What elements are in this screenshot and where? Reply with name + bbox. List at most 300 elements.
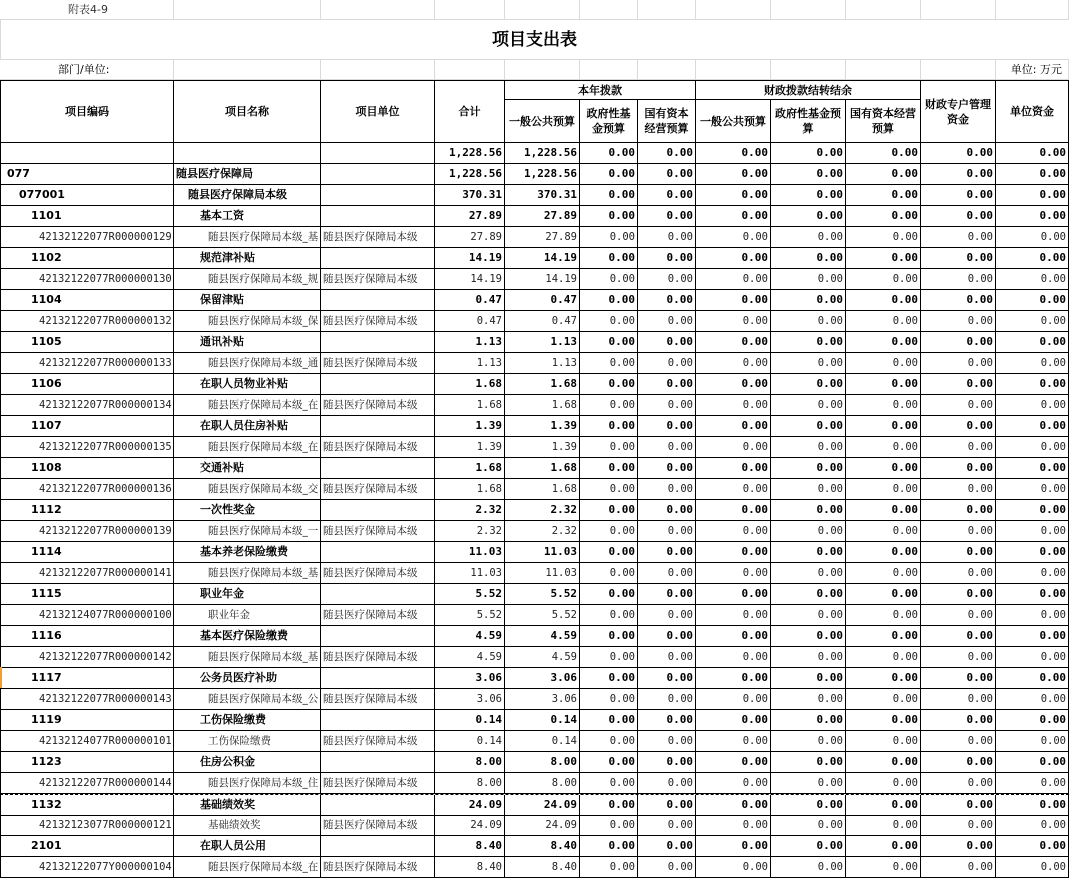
cell-gov-fund[interactable]: 0.00 xyxy=(580,521,638,542)
cell-general-budget[interactable]: 8.00 xyxy=(505,773,580,794)
cell-general-budget-carryover[interactable]: 0.00 xyxy=(696,500,771,521)
cell-gov-fund-carryover[interactable]: 0.00 xyxy=(771,647,846,668)
cell-unit-funds[interactable]: 0.00 xyxy=(996,605,1069,626)
cell-total[interactable]: 8.40 xyxy=(435,836,505,857)
cell-unit-funds[interactable]: 0.00 xyxy=(996,332,1069,353)
cell-special-account[interactable]: 0.00 xyxy=(921,164,996,185)
cell-general-budget[interactable]: 1.13 xyxy=(505,332,580,353)
cell-gov-fund[interactable]: 0.00 xyxy=(580,668,638,689)
cell-special-account[interactable]: 0.00 xyxy=(921,206,996,227)
cell-general-budget-carryover[interactable]: 0.00 xyxy=(696,563,771,584)
cell-state-capital-carryover[interactable]: 0.00 xyxy=(846,626,921,647)
cell-code[interactable]: 1112 xyxy=(0,500,174,521)
cell-name[interactable]: 随县医疗保障局 xyxy=(174,164,321,185)
cell-general-budget[interactable]: 1,228.56 xyxy=(505,164,580,185)
cell-general-budget[interactable]: 370.31 xyxy=(505,185,580,206)
empty-cell[interactable] xyxy=(696,60,771,80)
cell-general-budget[interactable]: 1,228.56 xyxy=(505,143,580,164)
cell-unit-funds[interactable]: 0.00 xyxy=(996,647,1069,668)
cell-state-capital-carryover[interactable]: 0.00 xyxy=(846,584,921,605)
cell-state-capital-carryover[interactable]: 0.00 xyxy=(846,521,921,542)
header-total[interactable]: 合计 xyxy=(435,80,505,143)
cell-general-budget-carryover[interactable]: 0.00 xyxy=(696,395,771,416)
cell-state-capital[interactable]: 0.00 xyxy=(638,458,696,479)
cell-unit[interactable]: 随县医疗保障局本级 xyxy=(321,479,435,500)
cell-general-budget-carryover[interactable]: 0.00 xyxy=(696,773,771,794)
cell-special-account[interactable]: 0.00 xyxy=(921,416,996,437)
cell-general-budget[interactable]: 1.13 xyxy=(505,353,580,374)
cell-state-capital[interactable]: 0.00 xyxy=(638,311,696,332)
cell-code[interactable]: 1104 xyxy=(0,290,174,311)
cell-general-budget[interactable]: 1.68 xyxy=(505,374,580,395)
cell-unit[interactable]: 随县医疗保障局本级 xyxy=(321,563,435,584)
cell-state-capital-carryover[interactable]: 0.00 xyxy=(846,795,921,816)
header-name[interactable]: 项目名称 xyxy=(174,80,321,143)
cell-gov-fund[interactable]: 0.00 xyxy=(580,731,638,752)
cell-gov-fund-carryover[interactable]: 0.00 xyxy=(771,710,846,731)
cell-state-capital[interactable]: 0.00 xyxy=(638,353,696,374)
cell-gov-fund-carryover[interactable]: 0.00 xyxy=(771,773,846,794)
cell-name[interactable]: 随县医疗保障局本级_规 xyxy=(174,269,321,290)
cell-state-capital[interactable]: 0.00 xyxy=(638,710,696,731)
cell-total[interactable]: 2.32 xyxy=(435,521,505,542)
cell-unit[interactable] xyxy=(321,500,435,521)
cell-state-capital[interactable]: 0.00 xyxy=(638,795,696,816)
cell-general-budget[interactable]: 11.03 xyxy=(505,542,580,563)
header-unit-funds[interactable]: 单位资金 xyxy=(996,80,1069,143)
cell-gov-fund-carryover[interactable]: 0.00 xyxy=(771,227,846,248)
cell-unit[interactable] xyxy=(321,374,435,395)
empty-cell[interactable] xyxy=(435,60,505,80)
cell-general-budget-carryover[interactable]: 0.00 xyxy=(696,311,771,332)
cell-state-capital-carryover[interactable]: 0.00 xyxy=(846,689,921,710)
cell-general-budget[interactable]: 2.32 xyxy=(505,500,580,521)
cell-gov-fund[interactable]: 0.00 xyxy=(580,395,638,416)
cell-total[interactable]: 1.68 xyxy=(435,458,505,479)
cell-state-capital-carryover[interactable]: 0.00 xyxy=(846,542,921,563)
cell-state-capital[interactable]: 0.00 xyxy=(638,752,696,773)
cell-special-account[interactable]: 0.00 xyxy=(921,311,996,332)
cell-general-budget-carryover[interactable]: 0.00 xyxy=(696,521,771,542)
cell-unit[interactable]: 随县医疗保障局本级 xyxy=(321,773,435,794)
cell-general-budget-carryover[interactable]: 0.00 xyxy=(696,437,771,458)
cell-state-capital[interactable]: 0.00 xyxy=(638,437,696,458)
cell-total[interactable]: 1.68 xyxy=(435,479,505,500)
cell-special-account[interactable]: 0.00 xyxy=(921,815,996,836)
cell-gov-fund-carryover[interactable]: 0.00 xyxy=(771,143,846,164)
cell-special-account[interactable]: 0.00 xyxy=(921,458,996,479)
cell-unit-funds[interactable]: 0.00 xyxy=(996,773,1069,794)
cell-special-account[interactable]: 0.00 xyxy=(921,353,996,374)
cell-total[interactable]: 14.19 xyxy=(435,248,505,269)
cell-gov-fund[interactable]: 0.00 xyxy=(580,647,638,668)
header-code[interactable]: 项目编码 xyxy=(0,80,174,143)
cell-state-capital[interactable]: 0.00 xyxy=(638,857,696,878)
cell-code[interactable]: 42132122077R000000134 xyxy=(0,395,174,416)
cell-code[interactable]: 42132122077R000000135 xyxy=(0,437,174,458)
empty-cell[interactable] xyxy=(921,60,996,80)
cell-gov-fund[interactable]: 0.00 xyxy=(580,248,638,269)
cell-gov-fund[interactable]: 0.00 xyxy=(580,311,638,332)
empty-cell[interactable] xyxy=(321,60,435,80)
cell-special-account[interactable]: 0.00 xyxy=(921,563,996,584)
cell-unit[interactable] xyxy=(321,290,435,311)
cell-gov-fund[interactable]: 0.00 xyxy=(580,836,638,857)
cell-unit-funds[interactable]: 0.00 xyxy=(996,710,1069,731)
cell-state-capital-carryover[interactable]: 0.00 xyxy=(846,332,921,353)
cell-general-budget[interactable]: 1.68 xyxy=(505,458,580,479)
cell-general-budget-carryover[interactable]: 0.00 xyxy=(696,542,771,563)
cell-general-budget[interactable]: 24.09 xyxy=(505,815,580,836)
cell-state-capital-carryover[interactable]: 0.00 xyxy=(846,458,921,479)
cell-gov-fund[interactable]: 0.00 xyxy=(580,479,638,500)
cell-special-account[interactable]: 0.00 xyxy=(921,731,996,752)
cell-state-capital[interactable]: 0.00 xyxy=(638,206,696,227)
cell-general-budget-carryover[interactable]: 0.00 xyxy=(696,248,771,269)
cell-gov-fund-carryover[interactable]: 0.00 xyxy=(771,668,846,689)
cell-unit[interactable] xyxy=(321,185,435,206)
cell-gov-fund-carryover[interactable]: 0.00 xyxy=(771,605,846,626)
cell-total[interactable]: 4.59 xyxy=(435,626,505,647)
cell-gov-fund[interactable]: 0.00 xyxy=(580,143,638,164)
cell-state-capital-carryover[interactable]: 0.00 xyxy=(846,269,921,290)
cell-unit[interactable] xyxy=(321,164,435,185)
cell-gov-fund[interactable]: 0.00 xyxy=(580,437,638,458)
cell-gov-fund-carryover[interactable]: 0.00 xyxy=(771,374,846,395)
cell-unit[interactable] xyxy=(321,143,435,164)
cell-general-budget-carryover[interactable]: 0.00 xyxy=(696,353,771,374)
cell-unit[interactable]: 随县医疗保障局本级 xyxy=(321,437,435,458)
cell-state-capital[interactable]: 0.00 xyxy=(638,227,696,248)
cell-name[interactable]: 公务员医疗补助 xyxy=(174,668,321,689)
cell-state-capital[interactable]: 0.00 xyxy=(638,269,696,290)
cell-state-capital-carryover[interactable]: 0.00 xyxy=(846,773,921,794)
cell-code[interactable]: 42132122077R000000136 xyxy=(0,479,174,500)
cell-code[interactable]: 077 xyxy=(0,164,174,185)
cell-name[interactable]: 随县医疗保障局本级_保 xyxy=(174,311,321,332)
cell-total[interactable]: 8.00 xyxy=(435,773,505,794)
cell-state-capital[interactable]: 0.00 xyxy=(638,164,696,185)
cell-unit[interactable]: 随县医疗保障局本级 xyxy=(321,647,435,668)
cell-total[interactable]: 1.39 xyxy=(435,437,505,458)
cell-name[interactable]: 随县医疗保障局本级_基 xyxy=(174,227,321,248)
cell-total[interactable]: 2.32 xyxy=(435,500,505,521)
cell-special-account[interactable]: 0.00 xyxy=(921,689,996,710)
cell-code[interactable]: 077001 xyxy=(0,185,174,206)
cell-general-budget-carryover[interactable]: 0.00 xyxy=(696,143,771,164)
cell-state-capital-carryover[interactable]: 0.00 xyxy=(846,836,921,857)
cell-gov-fund[interactable]: 0.00 xyxy=(580,290,638,311)
cell-code[interactable]: 42132122077R000000130 xyxy=(0,269,174,290)
cell-total[interactable]: 1,228.56 xyxy=(435,164,505,185)
cell-code[interactable]: 1108 xyxy=(0,458,174,479)
cell-unit-funds[interactable]: 0.00 xyxy=(996,689,1069,710)
cell-total[interactable]: 11.03 xyxy=(435,542,505,563)
cell-gov-fund[interactable]: 0.00 xyxy=(580,626,638,647)
empty-cell[interactable] xyxy=(174,0,321,20)
cell-name[interactable]: 基本医疗保险缴费 xyxy=(174,626,321,647)
cell-unit[interactable] xyxy=(321,795,435,816)
cell-code[interactable]: 42132122077Y000000104 xyxy=(0,857,174,878)
cell-state-capital[interactable]: 0.00 xyxy=(638,521,696,542)
cell-unit[interactable]: 随县医疗保障局本级 xyxy=(321,395,435,416)
cell-special-account[interactable]: 0.00 xyxy=(921,395,996,416)
cell-total[interactable]: 24.09 xyxy=(435,795,505,816)
empty-cell[interactable] xyxy=(638,0,696,20)
cell-state-capital-carryover[interactable]: 0.00 xyxy=(846,752,921,773)
cell-special-account[interactable]: 0.00 xyxy=(921,584,996,605)
cell-unit[interactable]: 随县医疗保障局本级 xyxy=(321,857,435,878)
cell-general-budget-carryover[interactable]: 0.00 xyxy=(696,374,771,395)
cell-state-capital-carryover[interactable]: 0.00 xyxy=(846,710,921,731)
cell-unit-funds[interactable]: 0.00 xyxy=(996,500,1069,521)
cell-gov-fund-carryover[interactable]: 0.00 xyxy=(771,311,846,332)
cell-gov-fund[interactable]: 0.00 xyxy=(580,332,638,353)
header-state-capital-carryover[interactable]: 国有资本经营预算 xyxy=(846,100,921,143)
cell-gov-fund[interactable]: 0.00 xyxy=(580,857,638,878)
cell-state-capital-carryover[interactable]: 0.00 xyxy=(846,500,921,521)
cell-unit-funds[interactable]: 0.00 xyxy=(996,269,1069,290)
cell-name[interactable]: 随县医疗保障局本级_交 xyxy=(174,479,321,500)
cell-total[interactable]: 1,228.56 xyxy=(435,143,505,164)
cell-unit[interactable] xyxy=(321,206,435,227)
cell-general-budget[interactable]: 4.59 xyxy=(505,626,580,647)
cell-general-budget[interactable]: 0.47 xyxy=(505,290,580,311)
cell-general-budget[interactable]: 8.40 xyxy=(505,836,580,857)
cell-code[interactable]: 42132122077R000000142 xyxy=(0,647,174,668)
cell-state-capital[interactable]: 0.00 xyxy=(638,143,696,164)
cell-state-capital[interactable]: 0.00 xyxy=(638,584,696,605)
cell-name[interactable]: 在职人员物业补贴 xyxy=(174,374,321,395)
cell-gov-fund[interactable]: 0.00 xyxy=(580,689,638,710)
cell-gov-fund[interactable]: 0.00 xyxy=(580,773,638,794)
cell-unit[interactable] xyxy=(321,248,435,269)
cell-gov-fund[interactable]: 0.00 xyxy=(580,563,638,584)
cell-total[interactable]: 0.14 xyxy=(435,710,505,731)
cell-unit[interactable] xyxy=(321,752,435,773)
cell-unit-funds[interactable]: 0.00 xyxy=(996,731,1069,752)
cell-unit-funds[interactable]: 0.00 xyxy=(996,164,1069,185)
cell-name[interactable]: 随县医疗保障局本级_公 xyxy=(174,689,321,710)
cell-state-capital[interactable]: 0.00 xyxy=(638,563,696,584)
cell-general-budget-carryover[interactable]: 0.00 xyxy=(696,269,771,290)
cell-state-capital[interactable]: 0.00 xyxy=(638,605,696,626)
cell-name[interactable]: 交通补贴 xyxy=(174,458,321,479)
cell-unit[interactable] xyxy=(321,836,435,857)
cell-state-capital[interactable]: 0.00 xyxy=(638,500,696,521)
cell-unit-funds[interactable]: 0.00 xyxy=(996,542,1069,563)
header-gov-fund[interactable]: 政府性基金预算 xyxy=(580,100,638,143)
cell-special-account[interactable]: 0.00 xyxy=(921,542,996,563)
cell-state-capital-carryover[interactable]: 0.00 xyxy=(846,479,921,500)
cell-unit[interactable] xyxy=(321,584,435,605)
cell-gov-fund[interactable]: 0.00 xyxy=(580,416,638,437)
cell-name[interactable]: 在职人员公用 xyxy=(174,836,321,857)
cell-name[interactable]: 随县医疗保障局本级_在 xyxy=(174,857,321,878)
cell-gov-fund[interactable]: 0.00 xyxy=(580,374,638,395)
cell-special-account[interactable]: 0.00 xyxy=(921,795,996,816)
cell-gov-fund[interactable]: 0.00 xyxy=(580,500,638,521)
cell-special-account[interactable]: 0.00 xyxy=(921,143,996,164)
cell-code[interactable]: 1117 xyxy=(0,668,174,689)
header-group-carryover[interactable]: 财政拨款结转结余 xyxy=(696,80,921,100)
cell-name[interactable]: 随县医疗保障局本级 xyxy=(174,185,321,206)
cell-gov-fund-carryover[interactable]: 0.00 xyxy=(771,857,846,878)
cell-unit-funds[interactable]: 0.00 xyxy=(996,458,1069,479)
annex-label[interactable]: 附表4-9 xyxy=(0,0,174,20)
cell-state-capital-carryover[interactable]: 0.00 xyxy=(846,668,921,689)
sheet-title[interactable]: 项目支出表 xyxy=(0,20,1069,60)
cell-general-budget[interactable]: 1.68 xyxy=(505,479,580,500)
cell-name[interactable]: 一次性奖金 xyxy=(174,500,321,521)
cell-gov-fund-carryover[interactable]: 0.00 xyxy=(771,731,846,752)
cell-general-budget[interactable]: 1.68 xyxy=(505,395,580,416)
cell-general-budget[interactable]: 14.19 xyxy=(505,269,580,290)
cell-general-budget[interactable]: 5.52 xyxy=(505,605,580,626)
cell-state-capital-carryover[interactable]: 0.00 xyxy=(846,374,921,395)
cell-state-capital-carryover[interactable]: 0.00 xyxy=(846,185,921,206)
empty-cell[interactable] xyxy=(505,60,580,80)
cell-gov-fund-carryover[interactable]: 0.00 xyxy=(771,626,846,647)
cell-gov-fund-carryover[interactable]: 0.00 xyxy=(771,563,846,584)
cell-code[interactable]: 42132123077R000000121 xyxy=(0,815,174,836)
cell-general-budget[interactable]: 3.06 xyxy=(505,689,580,710)
cell-state-capital[interactable]: 0.00 xyxy=(638,542,696,563)
cell-special-account[interactable]: 0.00 xyxy=(921,752,996,773)
cell-name[interactable]: 随县医疗保障局本级_住 xyxy=(174,773,321,794)
cell-unit-funds[interactable]: 0.00 xyxy=(996,752,1069,773)
cell-general-budget-carryover[interactable]: 0.00 xyxy=(696,185,771,206)
cell-name[interactable]: 随县医疗保障局本级_在 xyxy=(174,437,321,458)
cell-name[interactable]: 基本工资 xyxy=(174,206,321,227)
cell-general-budget-carryover[interactable]: 0.00 xyxy=(696,795,771,816)
cell-general-budget[interactable]: 5.52 xyxy=(505,584,580,605)
cell-unit-funds[interactable]: 0.00 xyxy=(996,563,1069,584)
cell-state-capital-carryover[interactable]: 0.00 xyxy=(846,605,921,626)
cell-name[interactable]: 基础绩效奖 xyxy=(174,815,321,836)
cell-total[interactable]: 14.19 xyxy=(435,269,505,290)
cell-unit-funds[interactable]: 0.00 xyxy=(996,248,1069,269)
cell-general-budget[interactable]: 27.89 xyxy=(505,206,580,227)
cell-unit-funds[interactable]: 0.00 xyxy=(996,395,1069,416)
cell-total[interactable]: 3.06 xyxy=(435,668,505,689)
cell-state-capital-carryover[interactable]: 0.00 xyxy=(846,143,921,164)
cell-total[interactable]: 0.14 xyxy=(435,731,505,752)
header-group-current[interactable]: 本年拨款 xyxy=(505,80,696,100)
cell-general-budget-carryover[interactable]: 0.00 xyxy=(696,647,771,668)
empty-cell[interactable] xyxy=(580,0,638,20)
cell-general-budget[interactable]: 0.47 xyxy=(505,311,580,332)
cell-general-budget-carryover[interactable]: 0.00 xyxy=(696,584,771,605)
cell-unit-funds[interactable]: 0.00 xyxy=(996,626,1069,647)
cell-code[interactable]: 1105 xyxy=(0,332,174,353)
cell-state-capital[interactable]: 0.00 xyxy=(638,773,696,794)
cell-gov-fund-carryover[interactable]: 0.00 xyxy=(771,416,846,437)
cell-general-budget-carryover[interactable]: 0.00 xyxy=(696,731,771,752)
cell-special-account[interactable]: 0.00 xyxy=(921,332,996,353)
cell-state-capital-carryover[interactable]: 0.00 xyxy=(846,290,921,311)
cell-general-budget-carryover[interactable]: 0.00 xyxy=(696,227,771,248)
cell-code[interactable]: 42132122077R000000129 xyxy=(0,227,174,248)
cell-unit-funds[interactable]: 0.00 xyxy=(996,437,1069,458)
cell-state-capital[interactable]: 0.00 xyxy=(638,689,696,710)
cell-general-budget-carryover[interactable]: 0.00 xyxy=(696,458,771,479)
cell-general-budget-carryover[interactable]: 0.00 xyxy=(696,689,771,710)
cell-unit[interactable] xyxy=(321,668,435,689)
cell-special-account[interactable]: 0.00 xyxy=(921,773,996,794)
cell-unit-funds[interactable]: 0.00 xyxy=(996,290,1069,311)
cell-gov-fund-carryover[interactable]: 0.00 xyxy=(771,269,846,290)
cell-code[interactable]: 42132122077R000000144 xyxy=(0,773,174,794)
cell-general-budget[interactable]: 3.06 xyxy=(505,668,580,689)
cell-code[interactable]: 1123 xyxy=(0,752,174,773)
cell-general-budget[interactable]: 11.03 xyxy=(505,563,580,584)
cell-general-budget-carryover[interactable]: 0.00 xyxy=(696,857,771,878)
cell-general-budget[interactable]: 24.09 xyxy=(505,795,580,816)
header-unit[interactable]: 项目单位 xyxy=(321,80,435,143)
header-general-budget-carryover[interactable]: 一般公共预算 xyxy=(696,100,771,143)
cell-state-capital[interactable]: 0.00 xyxy=(638,815,696,836)
cell-unit-funds[interactable]: 0.00 xyxy=(996,479,1069,500)
cell-total[interactable]: 24.09 xyxy=(435,815,505,836)
cell-general-budget[interactable]: 0.14 xyxy=(505,731,580,752)
empty-cell[interactable] xyxy=(846,0,921,20)
cell-unit[interactable]: 随县医疗保障局本级 xyxy=(321,353,435,374)
cell-name[interactable]: 规范津补贴 xyxy=(174,248,321,269)
cell-total[interactable]: 0.47 xyxy=(435,290,505,311)
cell-unit[interactable] xyxy=(321,542,435,563)
cell-state-capital-carryover[interactable]: 0.00 xyxy=(846,647,921,668)
cell-state-capital[interactable]: 0.00 xyxy=(638,479,696,500)
cell-state-capital[interactable]: 0.00 xyxy=(638,416,696,437)
cell-gov-fund-carryover[interactable]: 0.00 xyxy=(771,185,846,206)
cell-special-account[interactable]: 0.00 xyxy=(921,710,996,731)
header-gov-fund-carryover[interactable]: 政府性基金预算 xyxy=(771,100,846,143)
cell-name[interactable] xyxy=(174,143,321,164)
cell-code[interactable]: 42132122077R000000141 xyxy=(0,563,174,584)
cell-gov-fund-carryover[interactable]: 0.00 xyxy=(771,164,846,185)
cell-name[interactable]: 通讯补贴 xyxy=(174,332,321,353)
cell-special-account[interactable]: 0.00 xyxy=(921,605,996,626)
cell-code[interactable]: 1102 xyxy=(0,248,174,269)
empty-cell[interactable] xyxy=(996,0,1069,20)
cell-name[interactable]: 随县医疗保障局本级_通 xyxy=(174,353,321,374)
cell-special-account[interactable]: 0.00 xyxy=(921,857,996,878)
cell-general-budget-carryover[interactable]: 0.00 xyxy=(696,332,771,353)
cell-gov-fund[interactable]: 0.00 xyxy=(580,164,638,185)
cell-total[interactable]: 1.13 xyxy=(435,353,505,374)
cell-gov-fund-carryover[interactable]: 0.00 xyxy=(771,521,846,542)
cell-special-account[interactable]: 0.00 xyxy=(921,626,996,647)
cell-unit-funds[interactable]: 0.00 xyxy=(996,416,1069,437)
cell-special-account[interactable]: 0.00 xyxy=(921,248,996,269)
cell-name[interactable]: 工伤保险缴费 xyxy=(174,710,321,731)
empty-cell[interactable] xyxy=(771,60,846,80)
cell-state-capital-carryover[interactable]: 0.00 xyxy=(846,857,921,878)
cell-name[interactable]: 职业年金 xyxy=(174,584,321,605)
cell-state-capital-carryover[interactable]: 0.00 xyxy=(846,206,921,227)
cell-gov-fund[interactable]: 0.00 xyxy=(580,795,638,816)
cell-name[interactable]: 基本养老保险缴费 xyxy=(174,542,321,563)
cell-total[interactable]: 5.52 xyxy=(435,605,505,626)
cell-state-capital-carryover[interactable]: 0.00 xyxy=(846,311,921,332)
cell-unit[interactable]: 随县医疗保障局本级 xyxy=(321,521,435,542)
cell-gov-fund[interactable]: 0.00 xyxy=(580,584,638,605)
cell-total[interactable]: 8.40 xyxy=(435,857,505,878)
cell-gov-fund-carryover[interactable]: 0.00 xyxy=(771,752,846,773)
cell-special-account[interactable]: 0.00 xyxy=(921,479,996,500)
cell-code[interactable]: 42132122077R000000143 xyxy=(0,689,174,710)
